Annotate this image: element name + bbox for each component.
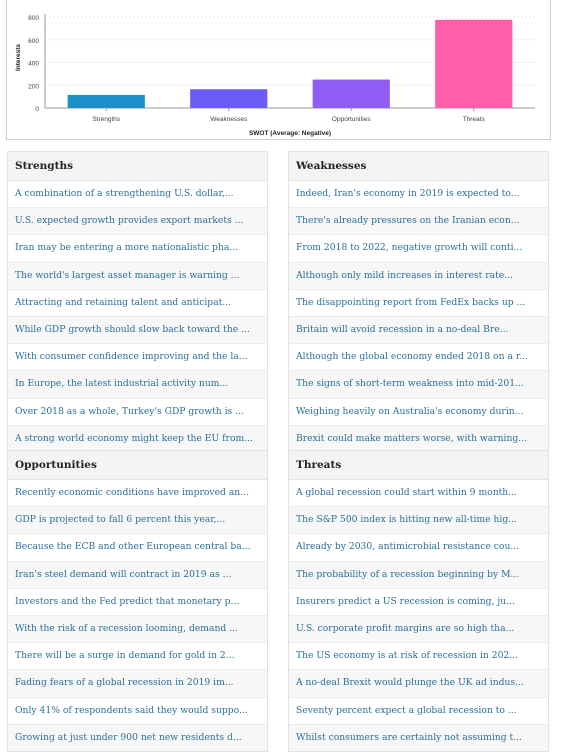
opportunities-item[interactable]: Fading fears of a global recession in 2019 im... (8, 670, 267, 697)
weaknesses-item[interactable]: Weighing heavily on Australia's economy durin... (289, 399, 548, 426)
strengths-item[interactable]: While GDP growth should slow back toward the ... (8, 317, 267, 344)
bar-strengths (68, 95, 145, 108)
x-tick-label: Strengths (92, 116, 121, 123)
strengths-list (8, 181, 267, 452)
x-tick-label: Opportunities (331, 116, 371, 123)
opportunities-panel (7, 450, 268, 752)
threats-item[interactable]: Insurers predict a US recession is coming, ju... (289, 589, 548, 616)
strengths-item[interactable]: Over 2018 as a whole, Turkey's GDP growth is ... (8, 399, 267, 426)
threats-item[interactable]: U.S. corporate profit margins are so high tha... (289, 616, 548, 643)
threats-panel (288, 450, 549, 752)
weaknesses-item[interactable]: There's already pressures on the Iranian econ... (289, 208, 548, 235)
threats-item[interactable]: The US economy is at risk of recession in 202... (289, 643, 548, 670)
strengths-item[interactable]: A strong world economy might keep the EU from... (8, 426, 267, 452)
opportunities-item[interactable]: Investors and the Fed predict that monetary p... (8, 589, 267, 616)
weaknesses-item[interactable]: The signs of short-term weakness into mid-201... (289, 371, 548, 398)
y-axis-label: Interests (15, 43, 22, 72)
strengths-item[interactable]: Attracting and retaining talent and anticipat... (8, 290, 267, 317)
weaknesses-item[interactable]: Britain will avoid recession in a no-deal Bre... (289, 317, 548, 344)
weaknesses-item[interactable]: From 2018 to 2022, negative growth will conti... (289, 235, 548, 262)
threats-item[interactable]: Already by 2030, antimicrobial resistance cou... (289, 534, 548, 561)
strengths-item[interactable]: A combination of a strengthening U.S. dollar,... (8, 181, 267, 208)
bar-threats (435, 20, 512, 108)
bar-weaknesses (190, 89, 267, 108)
threats-item[interactable]: The S&P 500 index is hitting new all-time hig... (289, 507, 548, 534)
strengths-item[interactable]: The world's largest asset manager is warning ... (8, 263, 267, 290)
strengths-item[interactable]: Iran may be entering a more nationalistic pha... (8, 235, 267, 262)
strengths-item[interactable]: U.S. expected growth provides export markets ... (8, 208, 267, 235)
x-tick-label: Threats (462, 116, 485, 123)
threats-item[interactable]: A no-deal Brexit would plunge the UK ad indus... (289, 670, 548, 697)
y-tick-label: 0 (35, 106, 39, 113)
weaknesses-item[interactable]: The disappointing report from FedEx backs up ... (289, 290, 548, 317)
threats-item[interactable]: Seventy percent expect a global recession to ... (289, 698, 548, 725)
x-axis-label: SWOT (Average: Negative) (248, 130, 332, 137)
y-tick-label: 400 (28, 60, 39, 68)
weaknesses-item[interactable]: Indeed, Iran's economy in 2019 is expected to... (289, 181, 548, 208)
weaknesses-item[interactable]: Although the global economy ended 2018 on a r... (289, 344, 548, 371)
opportunities-list (8, 480, 267, 751)
y-tick-label: 800 (28, 15, 39, 22)
opportunities-item[interactable]: Recently economic conditions have improved an... (8, 480, 267, 507)
y-tick-label: 200 (28, 83, 39, 91)
strengths-panel (7, 151, 268, 453)
threats-item[interactable]: Whilst consumers are certainly not assuming t... (289, 725, 548, 751)
opportunities-item[interactable]: GDP is projected to fall 6 percent this year,... (8, 507, 267, 534)
opportunities-item[interactable]: With the risk of a recession looming, demand ... (8, 616, 267, 643)
strengths-item[interactable]: In Europe, the latest industrial activity num... (8, 371, 267, 398)
strengths-item[interactable]: With consumer confidence improving and the la... (8, 344, 267, 371)
threats-panel-title: Threats (289, 451, 548, 480)
weaknesses-item[interactable]: Brexit could make matters worse, with warning... (289, 426, 548, 452)
threats-list (289, 480, 548, 751)
strengths-panel-title: Strengths (8, 152, 267, 181)
threats-item[interactable]: A global recession could start within 9 month... (289, 480, 548, 507)
opportunities-panel-title: Opportunities (8, 451, 267, 480)
opportunities-item[interactable]: Iran's steel demand will contract in 2019 as ... (8, 562, 267, 589)
weaknesses-panel (288, 151, 549, 453)
weaknesses-list (289, 181, 548, 452)
opportunities-item[interactable]: Only 41% of respondents said they would suppo... (8, 698, 267, 725)
swot-bar-chart (7, 0, 552, 140)
threats-item[interactable]: The probability of a recession beginning by M... (289, 562, 548, 589)
opportunities-item[interactable]: There will be a surge in demand for gold in 2... (8, 643, 267, 670)
weaknesses-item[interactable]: Although only mild increases in interest rate... (289, 263, 548, 290)
weaknesses-panel-title: Weaknesses (289, 152, 548, 181)
x-tick-label: Weaknesses (210, 116, 248, 123)
bar-opportunities (313, 80, 390, 108)
opportunities-item[interactable]: Growing at just under 900 net new residents d... (8, 725, 267, 751)
y-tick-label: 600 (28, 37, 39, 45)
swot-chart (6, 0, 551, 140)
opportunities-item[interactable]: Because the ECB and other European central ba... (8, 534, 267, 561)
